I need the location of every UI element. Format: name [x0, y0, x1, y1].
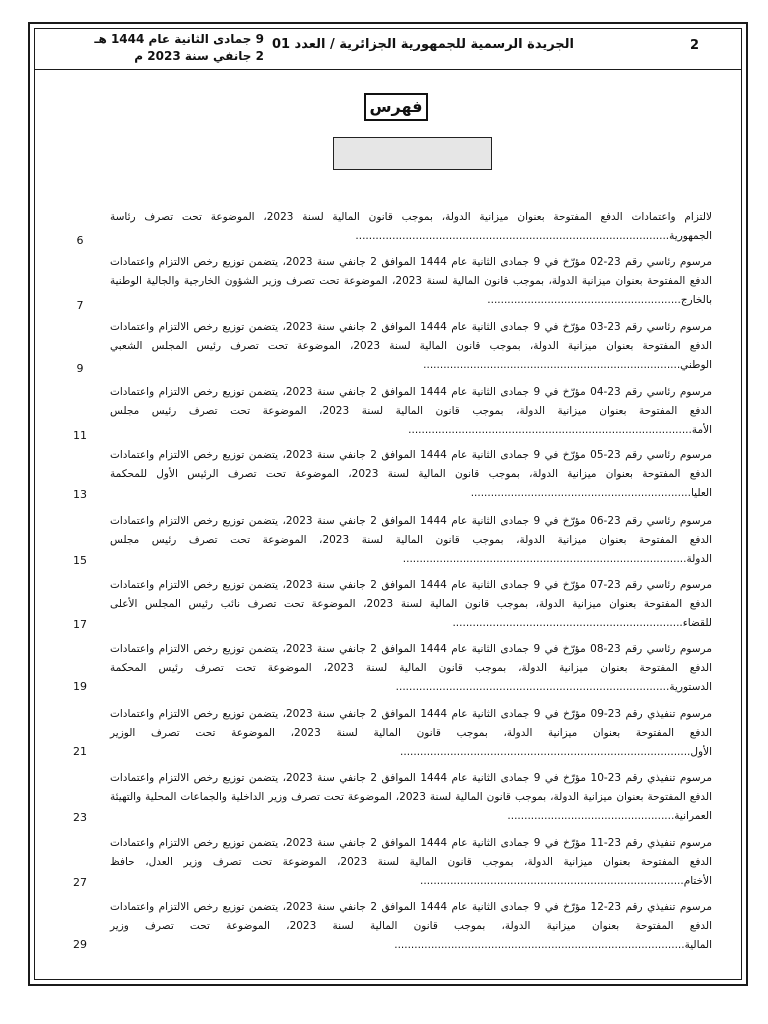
toc-entry-text: مرسوم تنفيذي رقم 23-12 مؤرّخ في 9 جمادى الثانية عام 1444 الموافق 2 جانفي سنة 2023، يتضمن توزيع رخص الالتزام واعتمادات الدفع المفتوحة بعنوان ميزانية الدولة، بموجب قانون المالية لسنة 2023، الموضوعة تحت تصرف وزير المالية....................................................................................... — [110, 901, 712, 951]
toc-entry-page: 23 — [73, 811, 87, 824]
toc-entry-page: 19 — [73, 680, 87, 693]
toc-entry-text: مرسوم رئاسي رقم 23-08 مؤرّخ في 9 جمادى الثانية عام 1444 الموافق 2 جانفي سنة 2023، يتضمن توزيع رخص الالتزام واعتمادات الدفع المفتوحة بعنوان ميزانية الدولة، بموجب قانون المالية لسنة 2023، الموضوعة تحت تصرف رئيس المحكمة الدستورية.................................................................................. — [110, 643, 712, 693]
toc-entry-page: 17 — [73, 618, 87, 631]
issue-date-hijri: 9 جمادى الثانية عام 1444 هـ — [94, 32, 264, 46]
toc-entry-text: مرسوم تنفيذي رقم 23-09 مؤرّخ في 9 جمادى الثانية عام 1444 الموافق 2 جانفي سنة 2023، يتضمن توزيع رخص الالتزام واعتمادات الدفع المفتوحة بعنوان ميزانية الدولة، بموجب قانون المالية لسنة 2023، الموضوعة تحت تصرف الوزير الأول....................................................................................... — [110, 708, 712, 758]
toc-entry-text: لالتزام واعتمادات الدفع المفتوحة بعنوان ميزانية الدولة، بموجب قانون المالية لسنة 2023، الموضوعة تحت تصرف رئاسة الجمهورية.............................................................................................. — [110, 211, 712, 242]
toc-entry-text: مرسوم رئاسي رقم 23-03 مؤرّخ في 9 جمادى الثانية عام 1444 الموافق 2 جانفي سنة 2023، يتضمن توزيع رخص الالتزام واعتمادات الدفع المفتوحة بعنوان ميزانية الدولة، بموجب قانون المالية لسنة 2023، الموضوعة تحت تصرف رئيس المجلس الشعبي الوطني............................................................................. — [110, 321, 713, 371]
journal-title: الجريدة الرسمية للجمهورية الجزائرية / العدد 01 — [271, 37, 574, 52]
toc-entry-text: مرسوم رئاسي رقم 23-06 مؤرّخ في 9 جمادى الثانية عام 1444 الموافق 2 جانفي سنة 2023، يتضمن توزيع رخص الالتزام واعتمادات الدفع المفتوحة بعنوان ميزانية الدولة، بموجب قانون المالية لسنة 2023، الموضوعة تحت تصرف رئيس مجلس الدولة..................................................................................... — [110, 515, 713, 565]
issue-date-gregorian: 2 جانفي سنة 2023 م — [134, 49, 264, 63]
toc-entry-text: مرسوم رئاسي رقم 23-07 مؤرّخ في 9 جمادى الثانية عام 1444 الموافق 2 جانفي سنة 2023، يتضمن توزيع رخص الالتزام واعتمادات الدفع المفتوحة بعنوان ميزانية الدولة، بموجب قانون المالية لسنة 2023، الموضوعة تحت تصرف نائب رئيس المجلس الأعلى للقضاء..................................................................... — [110, 579, 712, 629]
toc-entry-text: مرسوم رئاسي رقم 23-05 مؤرّخ في 9 جمادى الثانية عام 1444 الموافق 2 جانفي سنة 2023، يتضمن توزيع رخص الالتزام واعتمادات الدفع المفتوحة بعنوان ميزانية الدولة، بموجب قانون المالية لسنة 2023، الموضوعة تحت تصرف الرئيس الأول للمحكمة العليا.................................................................. — [110, 449, 712, 499]
toc-entry-page: 29 — [73, 938, 87, 951]
page-number: 2 — [690, 38, 700, 53]
toc-entry-page: 15 — [73, 554, 87, 567]
toc-entry-page: 6 — [76, 234, 84, 247]
toc-entry-text: مرسوم تنفيذي رقم 23-11 مؤرّخ في 9 جمادى الثانية عام 1444 الموافق 2 جانفي سنة 2023، يتضمن توزيع رخص الالتزام واعتمادات الدفع المفتوحة بعنوان ميزانية الدولة، بموجب قانون المالية لسنة 2023، الموضوعة تحت تصرف وزير العدل، حافظ الأختام............................................................................... — [110, 837, 712, 887]
toc-entry-page: 9 — [76, 362, 84, 375]
toc-entry-text: مرسوم تنفيذي رقم 23-10 مؤرّخ في 9 جمادى الثانية عام 1444 الموافق 2 جانفي سنة 2023، يتضمن توزيع رخص الالتزام واعتمادات الدفع المفتوحة بعنوان ميزانية الدولة، بموجب قانون المالية لسنة 2023، الموضوعة تحت تصرف وزير الداخلية والجماعات المحلية والتهيئة العمرانية.................................................. — [110, 772, 712, 822]
toc-entry-page: 11 — [73, 429, 87, 442]
toc-entry-page: 21 — [73, 745, 87, 758]
toc-entry-page: 27 — [73, 876, 87, 889]
toc-entry-text: مرسوم رئاسي رقم 23-04 مؤرّخ في 9 جمادى الثانية عام 1444 الموافق 2 جانفي سنة 2023، يتضمن توزيع رخص الالتزام واعتمادات الدفع المفتوحة بعنوان ميزانية الدولة، بموجب قانون المالية لسنة 2023، الموضوعة تحت تصرف رئيس مجلس الأمة..................................................................................... — [110, 386, 713, 436]
toc-entry-text: مرسوم رئاسي رقم 23-02 مؤرّخ في 9 جمادى الثانية عام 1444 الموافق 2 جانفي سنة 2023، يتضمن توزيع رخص الالتزام واعتمادات الدفع المفتوحة بعنوان ميزانية الدولة، بموجب قانون المالية لسنة 2023، الموضوعة تحت تصرف وزير الشؤون الخارجية والجالية الوطنية بالخارج.......................................................... — [110, 256, 712, 306]
toc-entry-page: 13 — [73, 488, 87, 501]
toc-title: فهرس — [364, 93, 428, 121]
toc-entry-page: 7 — [76, 299, 84, 312]
